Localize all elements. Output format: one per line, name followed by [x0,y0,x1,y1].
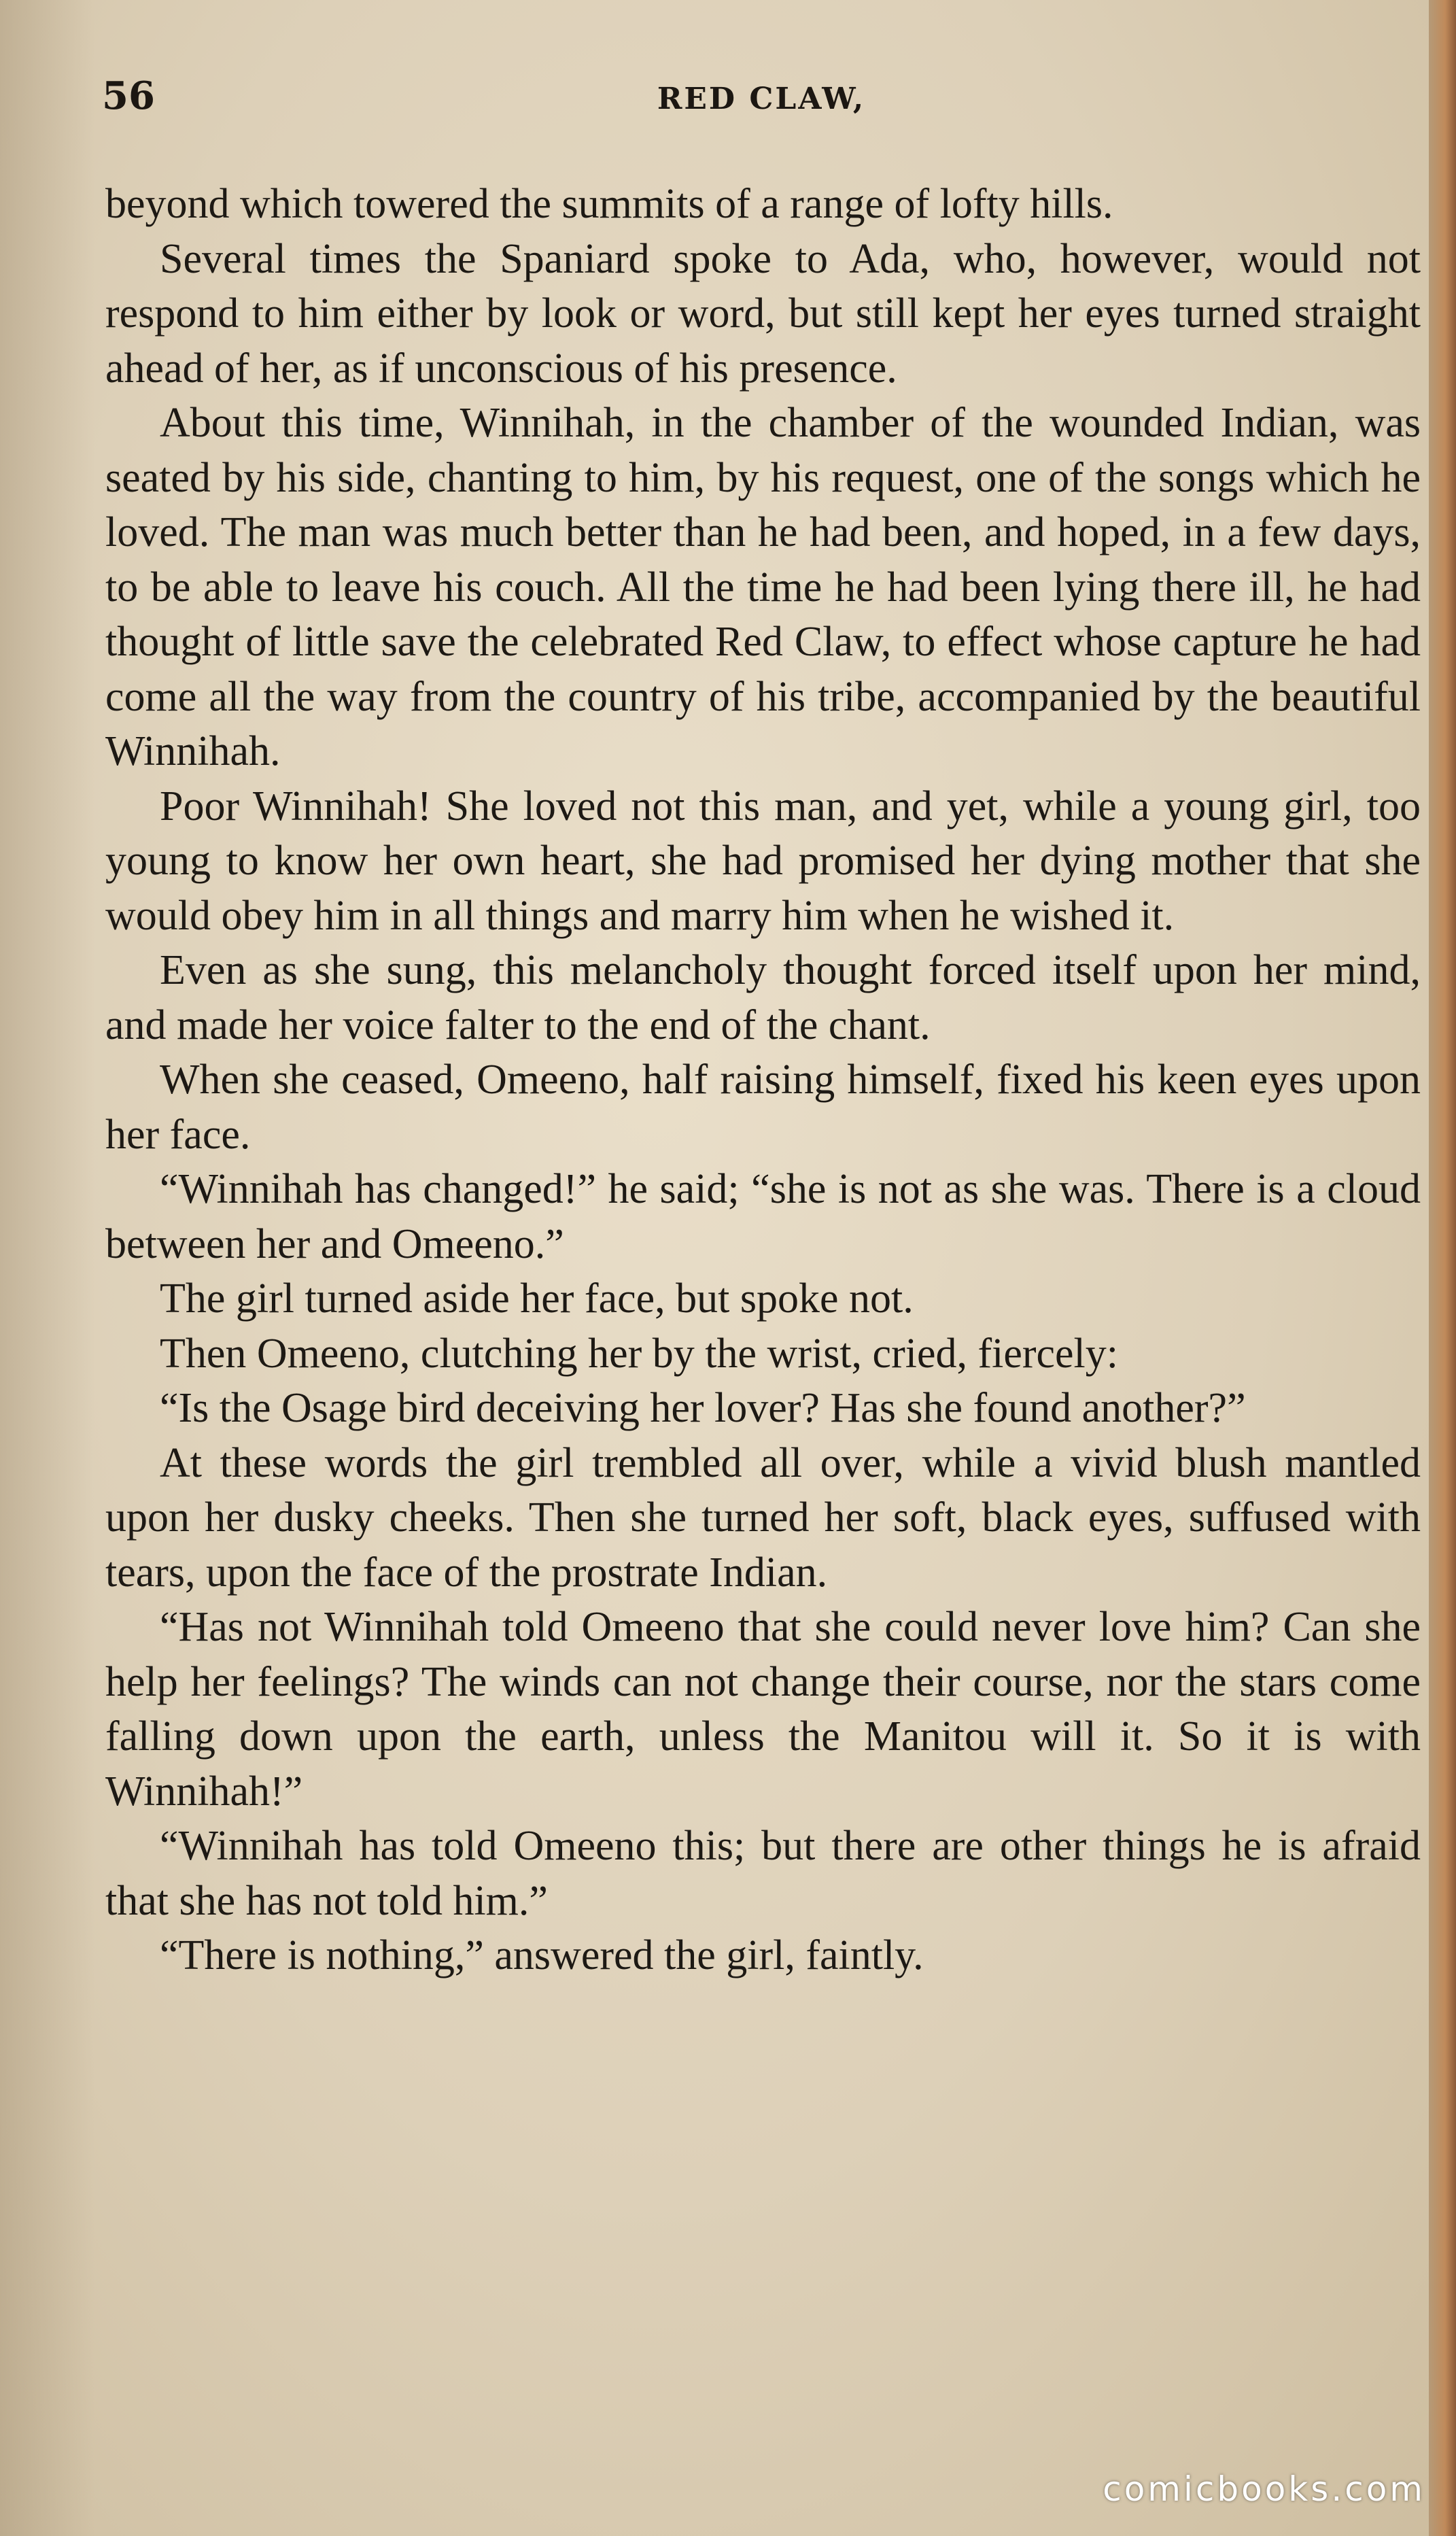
body-text [105,177,1421,1983]
book-spine-edge [1429,0,1456,2536]
paragraph: Poor Winnihah! She loved not this man, and yet, while a young girl, too young to know her own heart, she had promised her dying mother that she would obey him in all things and marry him when he wished it. [105,783,1421,939]
page-header [102,73,1421,135]
page-number: 56 [102,73,155,118]
paragraph: At these words the girl trembled all over, while a vivid blush mantled upon her dusky cheeks. Then she turned her soft, black eyes, suffused with tears, upon the face of the prostrate Indian. [105,1439,1421,1596]
paragraph: “Has not Winnihah told Omeeno that she could never love him? Can she help her feelings? The winds can not change their course, nor the stars come falling down upon the earth, unless the Manitou will it. So it is with Winnihah!” [105,1604,1421,1815]
paragraph: beyond which towered the summits of a range of lofty hills. [105,181,1113,227]
paragraph: “Winnihah has told Omeeno this; but there are other things he is afraid that she has not told him.” [105,1823,1421,1924]
page-edge-shading [0,0,95,2536]
paragraph: “Winnihah has changed!” he said; “she is not as she was. There is a cloud between her and Omeeno.” [105,1166,1421,1267]
paragraph: Then Omeeno, clutching her by the wrist, cried, fiercely: [160,1330,1118,1377]
watermark: comicbooks.com [1103,2469,1425,2509]
paragraph: “Is the Osage bird deceiving her lover? Has she found another?” [160,1385,1246,1431]
paragraph: When she ceased, Omeeno, half raising himself, fixed his keen eyes upon her face. [105,1057,1421,1158]
paragraph: The girl turned aside her face, but spoke not. [160,1275,914,1322]
running-head: RED CLAW, [657,82,866,116]
paragraph: “There is nothing,” answered the girl, faintly. [160,1932,924,1978]
paragraph: About this time, Winnihah, in the chamber of the wounded Indian, was seated by his side, chanting to him, by his request, one of the songs which he loved. The man was much better than he had been, and hoped, in a few days, to be able to leave his couch. All the time he had been lying there ill, he had thought of little save the celebrated Red Claw, to effect whose capture he had come all the way from the country of his tribe, accompanied by the beautiful Winnihah. [105,400,1421,774]
paragraph: Even as she sung, this melancholy thought forced itself upon her mind, and made her voice falter to the end of the chant. [105,947,1421,1048]
paragraph: Several times the Spaniard spoke to Ada, who, however, would not respond to him either by look or word, but still kept her eyes turned straight ahead of her, as if unconscious of his presence. [105,235,1421,392]
